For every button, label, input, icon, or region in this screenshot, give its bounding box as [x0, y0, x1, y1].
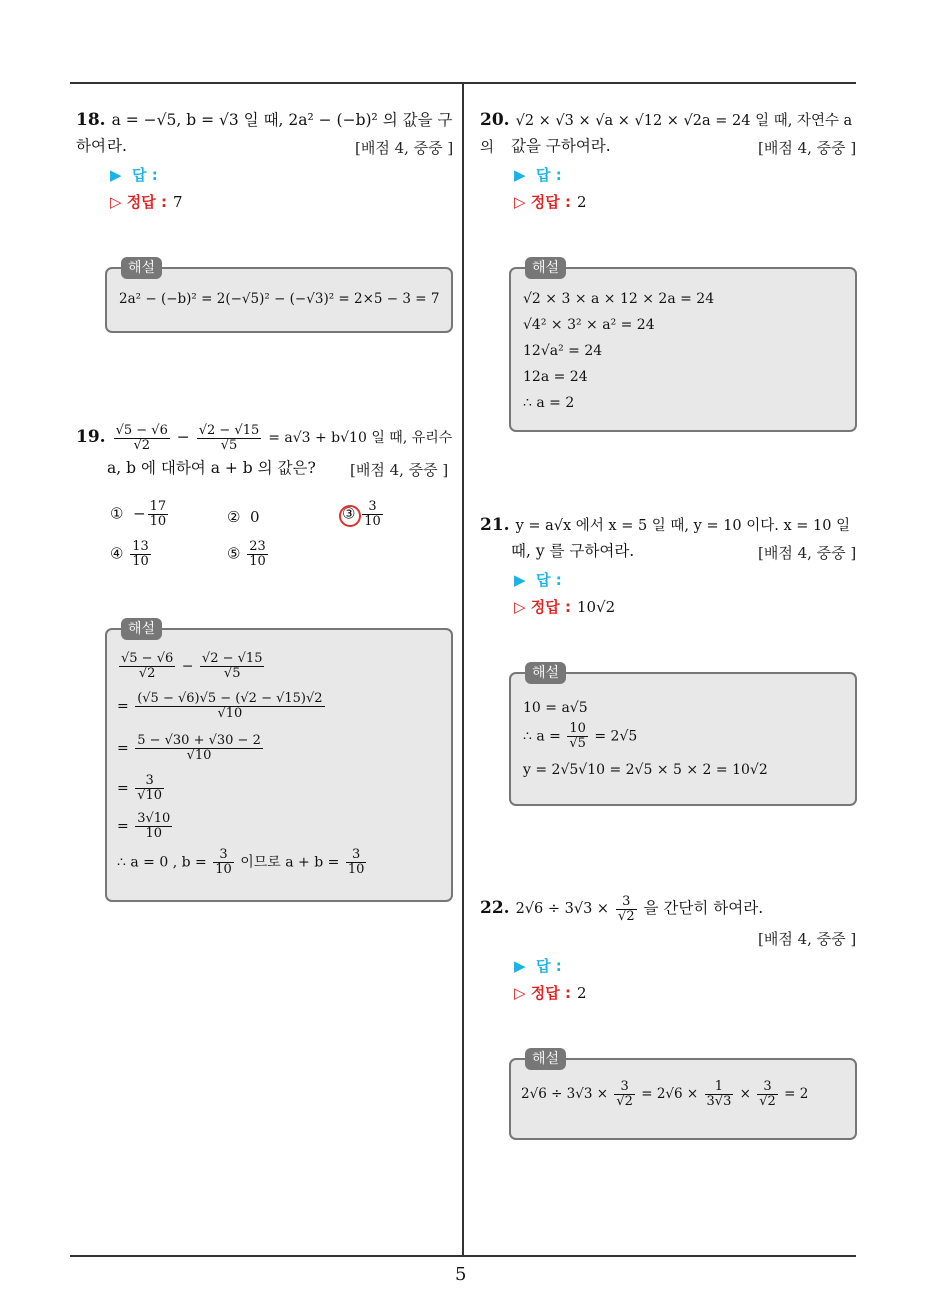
- question-text: a = −√5, b = √3 일 때, 2a² − (−b)² 의 값을 구하여: [76, 111, 453, 155]
- correct-answer-row: ▷ 정답 : 2: [514, 984, 587, 1002]
- fraction: $\frac{√5 - √6}{√2}$: [115, 422, 168, 453]
- bottom-rule: [70, 1255, 856, 1257]
- solution-line: √4² × 3² × a² = 24: [523, 317, 655, 333]
- solution-line: 10 = a√5: [523, 700, 588, 716]
- solution-box: [509, 260, 857, 432]
- solution-box: [105, 621, 453, 902]
- solution-line: y = 2√5√10 = 2√5 × 5 × 2 = 10√2: [523, 762, 768, 778]
- question-number: 18.: [76, 110, 106, 130]
- question-20-cont: 값을 구하여라.: [511, 137, 611, 155]
- fraction: $\frac{√2 - √15}{√5}$: [198, 422, 260, 453]
- points-label: [배점 4, 중중 ]: [758, 544, 857, 562]
- question-text: 을 간단히 하여라.: [643, 899, 764, 917]
- answer-marker-icon: ▶: [514, 571, 526, 589]
- solution-box: [509, 665, 857, 806]
- solution-line: ∴ a = 2: [523, 395, 575, 411]
- answer-row: ▶ 답 :: [110, 166, 158, 184]
- question-number: 20.: [480, 110, 510, 130]
- solution-tag: 해설: [121, 618, 162, 640]
- choice-4[interactable]: ④ $\frac{13}{10}$: [110, 539, 149, 569]
- solution-tag: 해설: [525, 662, 566, 684]
- correct-answer-row: ▷ 정답 : 2: [514, 193, 587, 211]
- question-18-cont: 라.: [107, 137, 127, 155]
- solution-line: √2 × 3 × a × 12 × 2a = 24: [523, 291, 715, 307]
- choice-1[interactable]: ① − $\frac{17}{10}$: [110, 499, 167, 529]
- correct-marker-icon: ▷: [110, 193, 122, 211]
- choice-5[interactable]: ⑤ $\frac{23}{10}$: [227, 539, 266, 569]
- answer-row: ▶ 답 :: [514, 166, 562, 184]
- correct-answer-value: 2: [576, 193, 587, 211]
- correct-answer-row: ▷ 정답 : 7: [110, 193, 183, 211]
- solution-line: = $\frac{3√10}{10}$: [117, 811, 171, 841]
- question-text: = a√3 + b√10 일 때, 유리수: [268, 430, 453, 446]
- correct-answer-value: 2: [576, 984, 587, 1002]
- answer-marker-icon: ▶: [514, 166, 526, 184]
- solution-line: 2√6 ÷ 3√3 × $\frac{3}{√2}$ = 2√6 × $\frac{1}{3√3}$ × $\frac{3}{√2}$ = 2: [521, 1079, 809, 1109]
- question-number: 19.: [76, 427, 106, 447]
- solution-line: = $\frac{(√5 - √6)√5 - (√2 - √15)√2}{√10}$: [117, 691, 323, 721]
- solution-line: = $\frac{5 - √30 + √30 - 2}{√10}$: [117, 733, 261, 763]
- correct-marker-icon: ▷: [514, 984, 526, 1002]
- solution-box: [509, 1051, 857, 1140]
- points-label: [배점 4, 중중 ]: [355, 139, 454, 157]
- solution-line: 2a² − (−b)² = 2(−√5)² − (−√3)² = 2×5 − 3 = 7: [119, 291, 440, 307]
- question-number: 21.: [480, 515, 510, 535]
- solution-line: ∴ a = 0 , b = $\frac{3}{10}$ 이므로 a + b = $\frac{3}{10}$: [117, 847, 365, 877]
- points-label: [배점 4, 중중 ]: [758, 930, 857, 948]
- correct-answer-value: 7: [172, 193, 183, 211]
- correct-answer-value: 10√2: [576, 598, 616, 616]
- choice-2[interactable]: ② 0: [227, 508, 260, 526]
- question-text: y = a√x 에서 x = 5 일 때, y = 10 이다. x = 10 일: [515, 518, 851, 534]
- solution-line: 12√a² = 24: [523, 343, 603, 359]
- answer-marker-icon: ▶: [110, 166, 122, 184]
- question-19-cont: a, b 에 대하여 a + b 의 값은?: [107, 459, 316, 477]
- answer-row: ▶ 답 :: [514, 571, 562, 589]
- question-21-cont: 때, y 를 구하여라.: [511, 542, 635, 560]
- question-number: 22.: [480, 898, 510, 918]
- correct-marker-icon: ▷: [514, 193, 526, 211]
- question-21: [480, 512, 860, 539]
- answer-marker-icon: ▶: [514, 957, 526, 975]
- question-22: 22. 2√6 ÷ 3√3 × $\frac{3}{√2}$ 을 간단히 하여라.: [480, 893, 764, 924]
- solution-tag: 해설: [121, 257, 162, 279]
- question-text: √2 × √3 × √a × √12 × √2a = 24 일 때, 자연수 a 의: [480, 113, 853, 156]
- solution-line: 12a = 24: [523, 369, 588, 385]
- solution-tag: 해설: [525, 257, 566, 279]
- solution-box: [105, 260, 453, 333]
- answer-row: ▶ 답 :: [514, 957, 562, 975]
- correct-answer-row: ▷ 정답 : 10√2: [514, 598, 616, 616]
- solution-line: $\frac{√5 - √6}{√2}$ − $\frac{√2 - √15}{√5}$: [121, 651, 263, 681]
- points-label: [배점 4, 중중 ]: [758, 139, 857, 157]
- solution-tag: 해설: [525, 1048, 566, 1070]
- question-19: 19. $\frac{√5 - √6}{√2}$ − $\frac{√2 - √15}{√5}$ = a√3 + b√10 일 때, 유리수: [76, 422, 453, 453]
- points-label: [배점 4, 중중 ]: [350, 461, 449, 479]
- page-number: 5: [455, 1264, 467, 1285]
- solution-line: ∴ a = $\frac{10}{√5}$ = 2√5: [523, 721, 638, 751]
- fraction: $\frac{3}{√2}$: [618, 893, 635, 924]
- column-divider: [462, 84, 464, 1256]
- choice-3[interactable]: ③ $\frac{3}{10}$: [342, 499, 381, 529]
- correct-marker-icon: ▷: [514, 598, 526, 616]
- solution-line: = $\frac{3}{√10}$: [117, 773, 163, 803]
